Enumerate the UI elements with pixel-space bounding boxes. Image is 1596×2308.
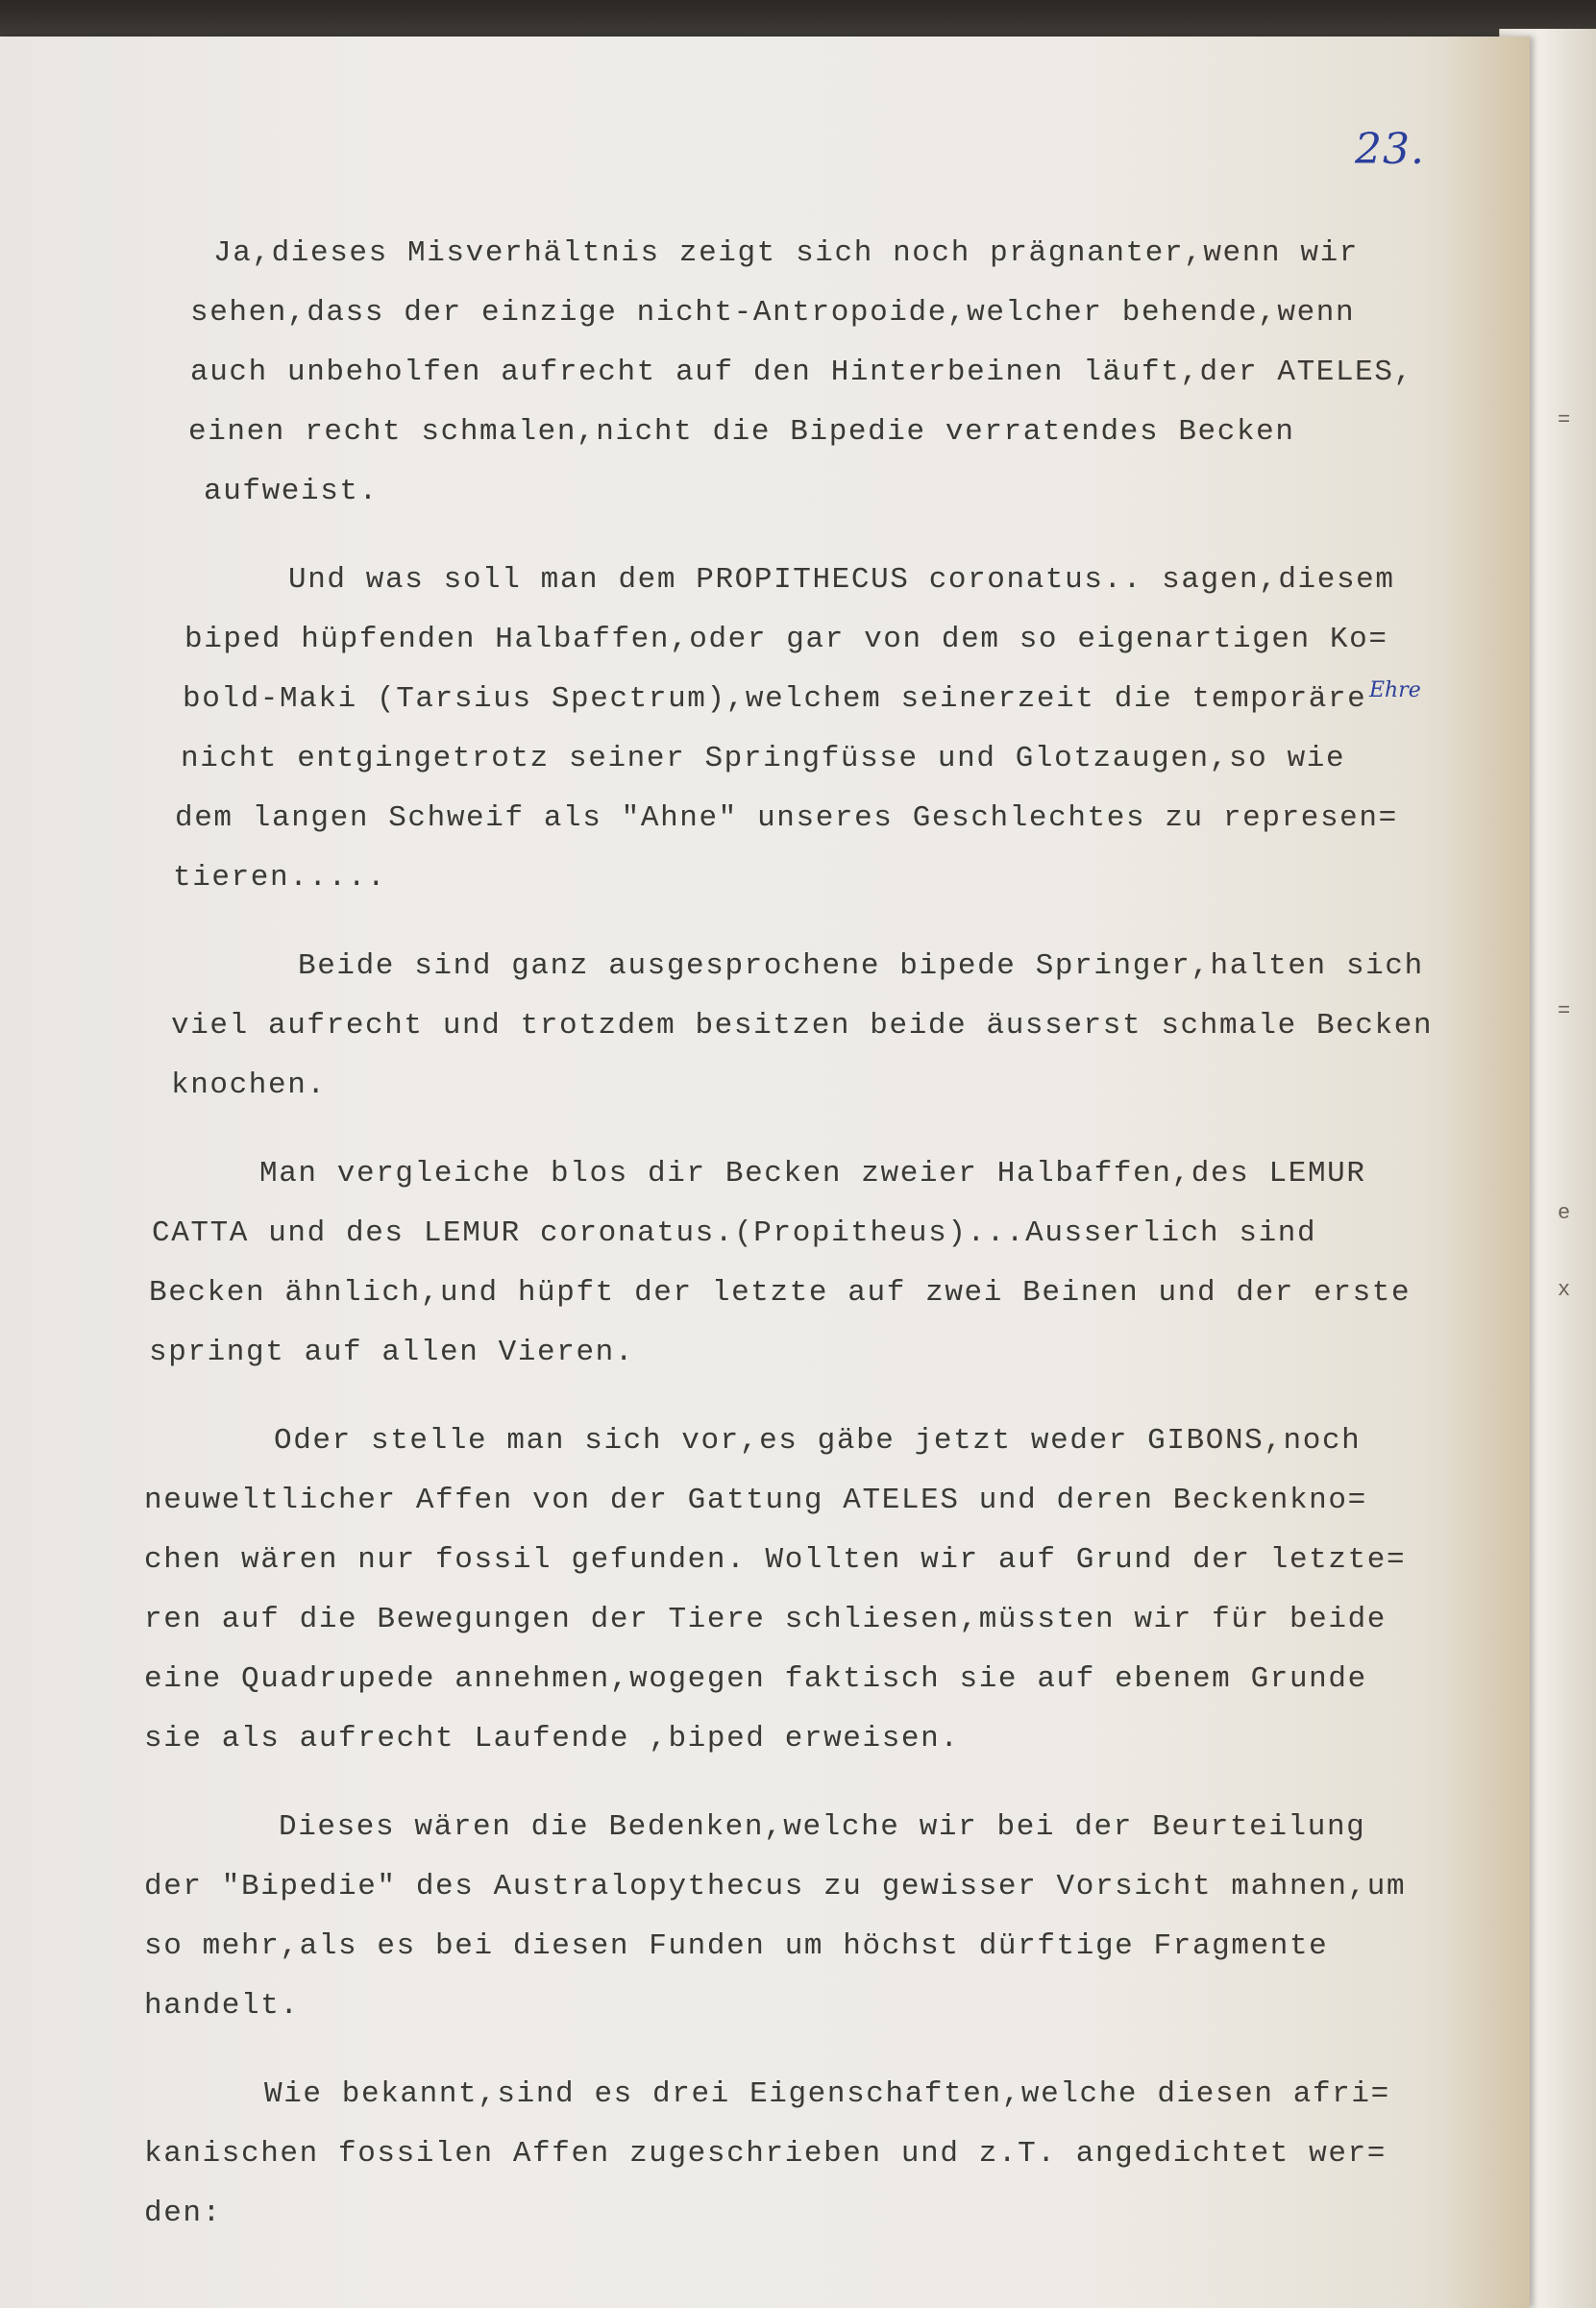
text-line: der "Bipedie" des Australopythecus zu gewisser Vorsicht mahnen,um [144,1870,1407,1903]
side-mark: = [1558,408,1571,432]
paragraph-5 [144,1412,1509,1769]
paragraph-1 [144,224,1509,522]
text-line: knochen. [171,1068,327,1102]
text-line: dem langen Schweif als "Ahne" unseres Geschlechtes zu represen= [175,801,1398,835]
page-number: 23. [1355,125,1425,174]
text-line: sie als aufrecht Laufende ,biped erweisen. [144,1722,960,1756]
paragraph-3 [144,937,1509,1116]
text-line: kanischen fossilen Affen zugeschrieben und z.T. angedichtet wer= [144,2137,1387,2171]
text-line: einen recht schmalen,nicht die Bipedie verratendes Becken [188,415,1295,449]
text-line: neuweltlicher Affen von der Gattung ATELES und deren Beckenkno= [144,1484,1367,1517]
text-line: Becken ähnlich,und hüpft der letzte auf zwei Beinen und der erste [149,1276,1412,1310]
document-body [144,224,1509,2244]
text-line: ren auf die Bewegungen der Tiere schliesen,müssten wir für beide [144,1603,1387,1636]
text-line: Und was soll man dem PROPITHECUS coronatus.. sagen,diesem [288,563,1395,597]
typewritten-page [0,37,1530,2308]
text-line: handelt. [144,1989,300,2023]
paragraph-2 [144,551,1509,908]
text-line: Beide sind ganz ausgesprochene bipede Springer,halten sich [298,949,1424,983]
paragraph-4 [144,1144,1509,1383]
text-line: CATTA und des LEMUR coronatus.(Propitheus)...Ausserlich sind [152,1216,1317,1250]
text-line: viel aufrecht und trotzdem besitzen beide äusserst schmale Becken [171,1009,1434,1043]
text-line: biped hüpfenden Halbaffen,oder gar von dem so eigenartigen Ko= [184,623,1388,656]
handwritten-annotation: Ehre [1369,678,1421,702]
text-line: den: [144,2197,222,2230]
text-line: tieren..... [173,861,387,895]
text-line: Dieses wären die Bedenken,welche wir bei der Beurteilung [279,1810,1366,1844]
text-line: chen wären nur fossil gefunden. Wollten wir auf Grund der letzte= [144,1543,1407,1577]
text-line: auch unbeholfen aufrecht auf den Hinterbeinen läuft,der ATELES, [190,356,1413,389]
text-line: bold-Maki (Tarsius Spectrum),welchem seinerzeit die temporäre [183,682,1367,716]
text-line: Man vergleiche blos dir Becken zweier Halbaffen,des LEMUR [259,1157,1366,1191]
text-line: nicht entgingetrotz seiner Springfüsse und Glotzaugen,so wie [181,742,1346,775]
text-line: Wie bekannt,sind es drei Eigenschaften,welche diesen afri= [264,2077,1390,2111]
side-mark: = [1558,999,1571,1023]
text-line: springt auf allen Vieren. [149,1336,635,1369]
text-line: sehen,dass der einzige nicht-Antropoide,welcher behende,wenn [190,296,1356,330]
text-line: Oder stelle man sich vor,es gäbe jetzt weder GIBONS,noch [274,1424,1362,1458]
side-mark: x [1558,1278,1571,1302]
text-line: so mehr,als es bei diesen Funden um höchst dürftige Fragmente [144,1929,1329,1963]
side-mark: e [1558,1201,1571,1225]
text-line: Ja,dieses Misverhältnis zeigt sich noch prägnanter,wenn wir [213,236,1359,270]
paragraph-6 [144,1798,1509,2036]
text-line: aufweist. [204,475,379,508]
paragraph-7 [144,2065,1509,2244]
text-line: eine Quadrupede annehmen,wogegen faktisch sie auf ebenem Grunde [144,1662,1367,1696]
